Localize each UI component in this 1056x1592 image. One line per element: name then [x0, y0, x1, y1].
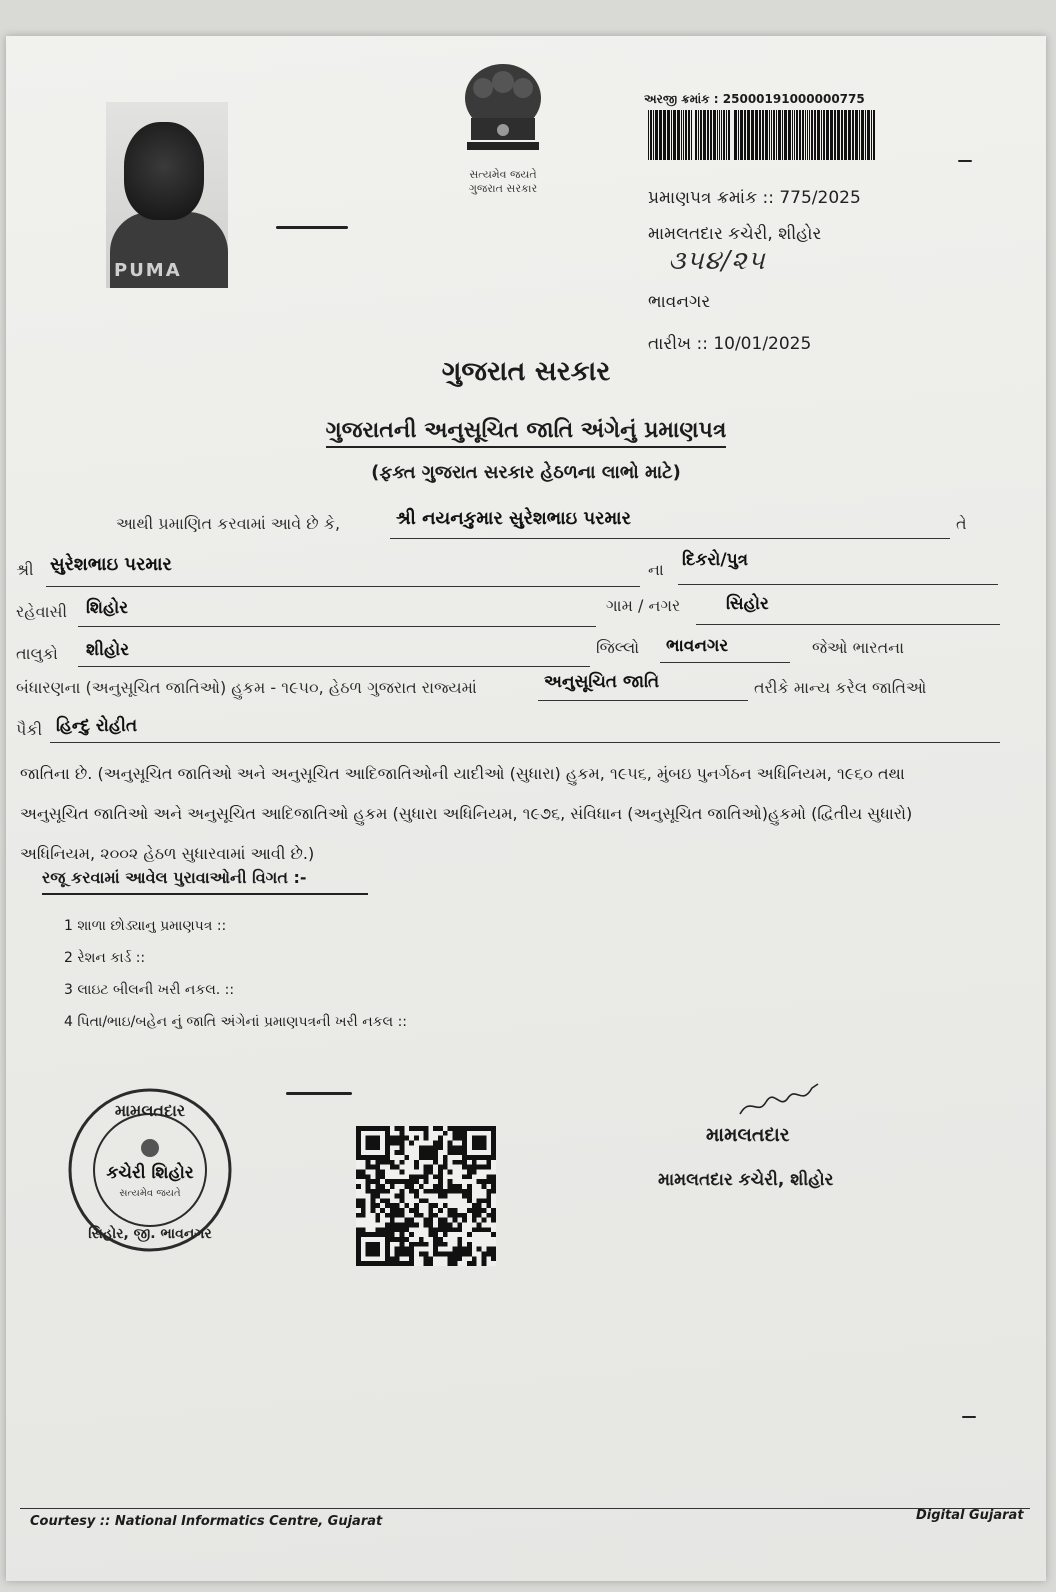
certificate-title — [6, 418, 1046, 443]
barcode — [646, 110, 878, 160]
caste-value: હિન્દુ રોહીત — [56, 716, 138, 736]
footer-courtesy: Courtesy :: National Informatics Centre, Gujarat — [30, 1514, 383, 1529]
village-value: સિહોર — [726, 594, 769, 614]
issuing-office: મામલતદાર કચેરી, શીહોર — [648, 224, 822, 244]
mark-dash — [958, 160, 972, 162]
father-name: સુરેશભાઇ પરમાર — [50, 554, 172, 575]
among-label: પૈકી — [16, 720, 43, 739]
issuing-district: ભાવનગર — [648, 292, 711, 312]
seal-top-text: મામલતદાર — [114, 1101, 186, 1120]
field-underline — [50, 742, 1000, 743]
usage-note: (ફક્ત ગુજરાત સરકાર હેઠળના લાભો માટે) — [371, 462, 681, 483]
intro-label: આથી પ્રમાણિત કરવામાં આવે છે કે, — [116, 514, 341, 533]
issue-date: તારીખ :: 10/01/2025 — [648, 334, 812, 354]
office-seal — [66, 1086, 234, 1254]
certificate-title-text: ગુજરાતની અનુસૂચિત જાતિ અંગેનું પ્રમાણપત્ર — [326, 418, 727, 448]
proofs-heading-underline — [42, 893, 368, 895]
state-emblem — [448, 58, 558, 196]
village-label: ગામ / નગર — [606, 596, 681, 615]
field-underline — [46, 586, 640, 587]
proof-item: 3 લાઇટ બીલની ખરી નકલ. :: — [64, 982, 235, 998]
proof-item: 2 રેશન કાર્ડ :: — [64, 950, 146, 966]
certificate-number: પ્રમાણપત્ર ક્રમાંક :: 775/2025 — [648, 188, 861, 208]
field-underline — [78, 626, 596, 627]
proof-item: 4 પિતા/ભાઇ/બહેન નું જાતિ અંગેનાં પ્રમાણપત્રની ખરી નકલ :: — [64, 1014, 408, 1030]
shri-label: શ્રી — [16, 560, 34, 579]
lion-capital-icon — [453, 58, 553, 168]
field-underline — [538, 700, 748, 701]
handwritten-number: ૩૫૪/૨૫ — [668, 246, 766, 276]
mark-dash — [286, 1092, 352, 1095]
signature — [734, 1076, 824, 1126]
na-label: ના — [648, 560, 664, 579]
applicant-photo — [106, 102, 228, 288]
recognized-label: તરીકે માન્ય કરેલ જાતિઓ — [754, 678, 927, 697]
seal-motto-text: સત્યમેવ જયતે — [119, 1188, 181, 1199]
certificate-paper — [6, 36, 1046, 1581]
legal-line: જાતિના છે. (અનુસૂચિત જાતિઓ અને અનુસૂચિત આદિજાતિઓની યાદીઓ (સુધારા) હુકમ, ૧૯૫૬, મુંબઇ પુનર્ગઠન અધિનિયમ, ૧૯૬૦ તથા — [20, 764, 905, 783]
mark-dash — [962, 1416, 976, 1418]
holder-name: શ્રી નયનકુમાર સુરેશભાઇ પરમાર — [396, 508, 631, 529]
legal-line: અનુસૂચિત જાતિઓ અને અનુસૂચિત આદિજાતિઓ હુકમ (સુધારા અધિનિયમ, ૧૯૭૬, સંવિધાન (અનુસૂચિત જાતિઓ)હુકમો (દ્વિતીય સુધારો) — [20, 804, 913, 823]
field-underline — [696, 624, 1000, 625]
mark-dash — [276, 226, 348, 229]
taluka-value: શીહોર — [86, 640, 130, 660]
legal-line: અધિનિયમ, ૨૦૦૨ હેઠળ સુધારવામાં આવી છે.) — [20, 844, 315, 863]
te-label: તે — [956, 514, 967, 533]
proof-item: 1 શાળા છોડ્યાનુ પ્રમાણપત્ર :: — [64, 918, 227, 934]
qr-code[interactable] — [356, 1126, 496, 1266]
resident-label: રહેવાસી — [16, 602, 68, 621]
emblem-motto: સત્યમેવ જયતે — [469, 168, 537, 181]
field-underline — [78, 666, 590, 667]
taluka-label: તાલુકો — [16, 644, 58, 663]
signatory-office: મામલતદાર કચેરી, શીહોર — [658, 1170, 834, 1190]
district-label: જિલ્લો — [596, 638, 640, 657]
relation-value: દિકરો/પુત્ર — [682, 550, 749, 570]
signatory-title: મામલતદાર — [706, 1124, 790, 1146]
proofs-heading: રજૂ કરવામાં આવેલ પુરાવાઓની વિગત :- — [42, 868, 307, 887]
resident-value: શિહોર — [86, 598, 129, 618]
emblem-icon — [141, 1139, 159, 1157]
footer-divider — [20, 1508, 1030, 1509]
footer-brand: Digital Gujarat — [916, 1508, 1024, 1523]
emblem-caption: ગુજરાત સરકાર — [468, 182, 538, 195]
seal-middle-text: કચેરી શિહોર — [106, 1163, 194, 1183]
constitution-label: બંધારણના (અનુસૂચિત જાતિઓ) હુકમ - ૧૯૫૦, હેઠળ ગુજરાત રાજ્યમાં — [16, 678, 477, 697]
district-value: ભાવનગર — [666, 636, 729, 656]
field-underline — [390, 538, 950, 539]
photo-shirt-text: PUMA — [114, 260, 182, 281]
field-underline — [660, 662, 790, 663]
page-title: ગુજરાત સરકાર — [441, 356, 611, 387]
application-number: અરજી ક્રમાંક : 25000191000000775 — [644, 92, 865, 106]
category-value: અનુસૂચિત જાતિ — [544, 672, 660, 692]
field-underline — [678, 584, 998, 585]
legal-paragraph — [20, 754, 1020, 874]
seal-bottom-text: સિહોર, જી. ભાવનગર — [88, 1226, 212, 1242]
india-label: જેઓ ભારતના — [812, 638, 905, 657]
